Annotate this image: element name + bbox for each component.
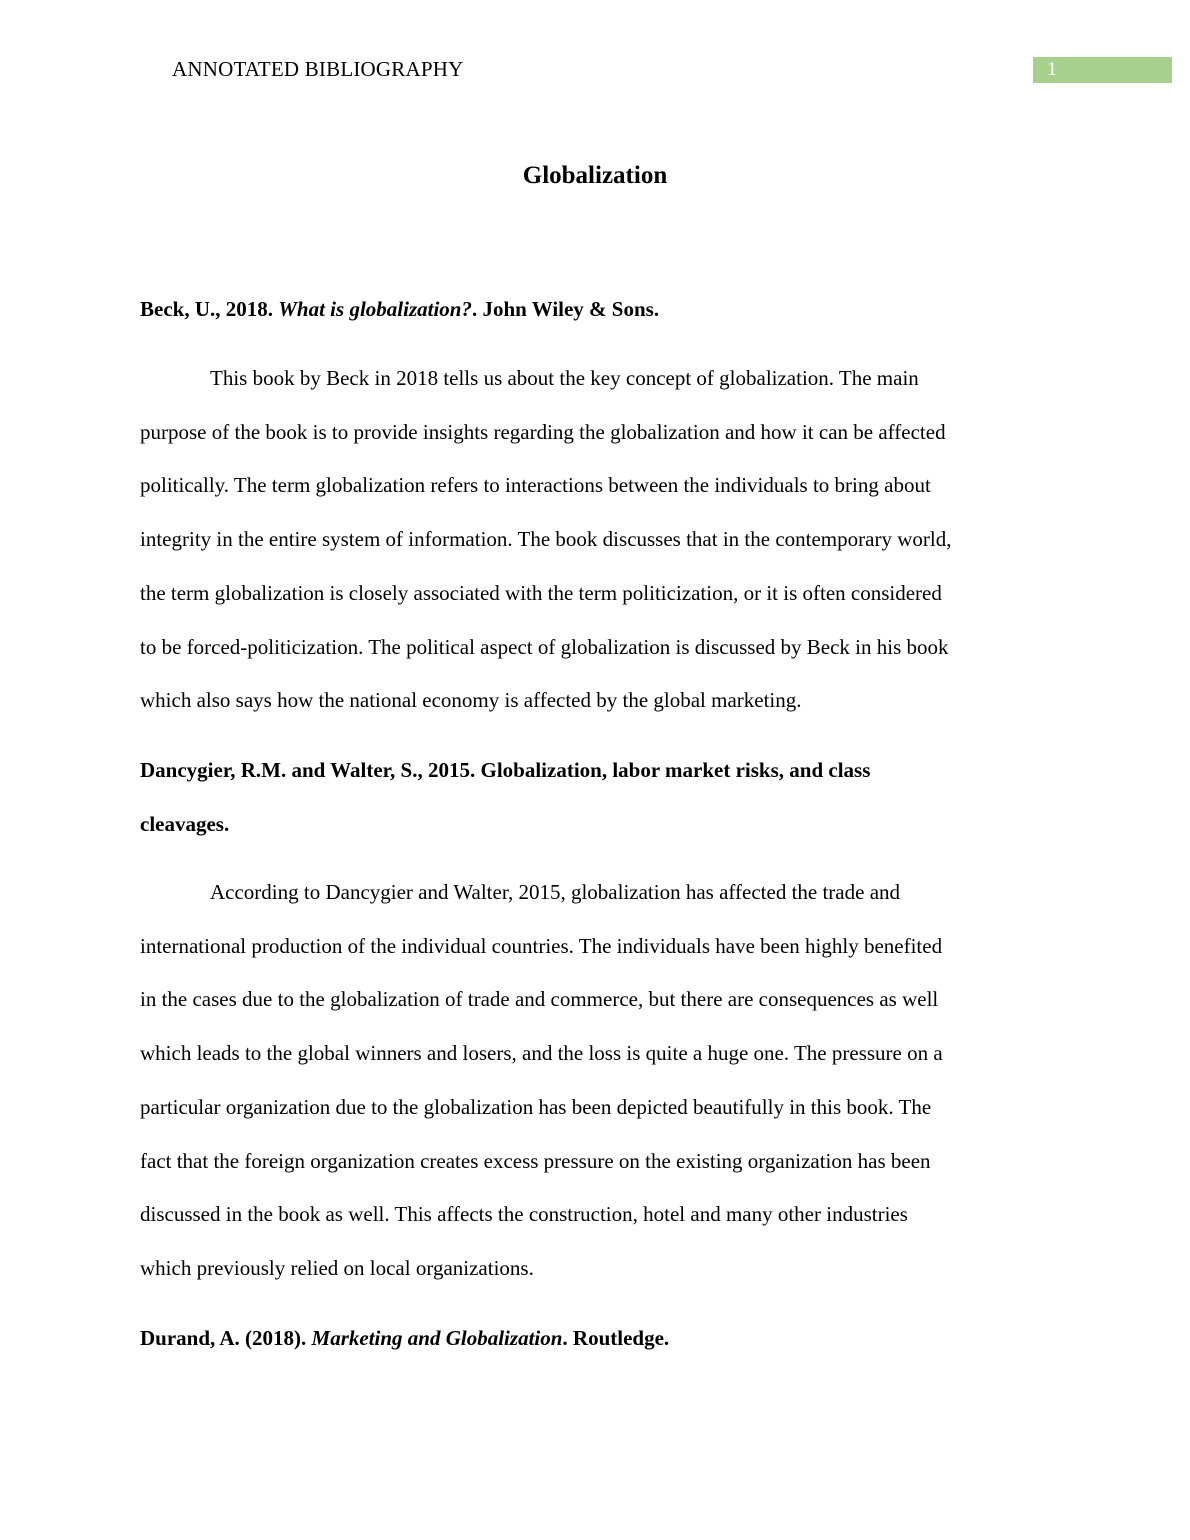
page-number: 1 xyxy=(1047,58,1057,80)
citation-author-year: Beck, U., 2018. xyxy=(140,297,279,321)
annotation-line: which leads to the global winners and losers, and the loss is quite a huge one. The pressure on a xyxy=(140,1041,943,1066)
annotation-line: politically. The term globalization refers to interactions between the individuals to bring about xyxy=(140,473,931,498)
annotation-dancygier-walter xyxy=(140,866,1050,1296)
citation-author-year: Durand, A. (2018). xyxy=(140,1326,312,1350)
annotation-line: which also says how the national economy is affected by the global marketing. xyxy=(140,688,802,713)
annotation-line: the term globalization is closely associated with the term politicization, or it is often considered xyxy=(140,580,942,605)
annotation-line: which previously relied on local organizations. xyxy=(140,1255,534,1280)
annotation-line: to be forced-politicization. The political aspect of globalization is discussed by Beck in his book xyxy=(140,634,949,659)
annotation-line: This book by Beck in 2018 tells us about the key concept of globalization. The main xyxy=(210,366,919,390)
page-number-badge xyxy=(1033,57,1172,83)
running-head: ANNOTATED BIBLIOGRAPHY xyxy=(172,57,464,81)
document-title: Globalization xyxy=(522,162,668,189)
annotation-line: discussed in the book as well. This affects the construction, hotel and many other industries xyxy=(140,1202,908,1227)
annotation-line: international production of the individual countries. The individuals have been highly benefited xyxy=(140,933,943,958)
annotation-line: According to Dancygier and Walter, 2015, globalization has affected the trade and xyxy=(210,880,901,904)
annotation-beck xyxy=(140,352,1050,728)
citation-beck xyxy=(140,282,1040,336)
citation-publisher: . John Wiley & Sons. xyxy=(471,297,660,321)
annotation-line: particular organization due to the globalization has been depicted beautifully in this book. The xyxy=(140,1094,932,1119)
citation-dancygier-walter xyxy=(140,743,1040,851)
annotation-line: integrity in the entire system of information. The book discusses that in the contemporary world, xyxy=(140,527,952,552)
annotation-line: in the cases due to the globalization of trade and commerce, but there are consequences as well xyxy=(140,987,939,1012)
annotation-line: purpose of the book is to provide insights regarding the globalization and how it can be affected xyxy=(140,419,946,444)
citation-title: Marketing and Globalization xyxy=(311,1326,563,1350)
citation-line: Dancygier, R.M. and Walter, S., 2015. Globalization, labor market risks, and class xyxy=(140,758,871,782)
citation-publisher: . Routledge. xyxy=(562,1326,670,1350)
citation-line: cleavages. xyxy=(140,812,230,836)
citation-title: What is globalization? xyxy=(278,297,472,321)
citation-durand xyxy=(140,1311,1040,1365)
annotation-line: fact that the foreign organization creates excess pressure on the existing organization has been xyxy=(140,1148,931,1173)
